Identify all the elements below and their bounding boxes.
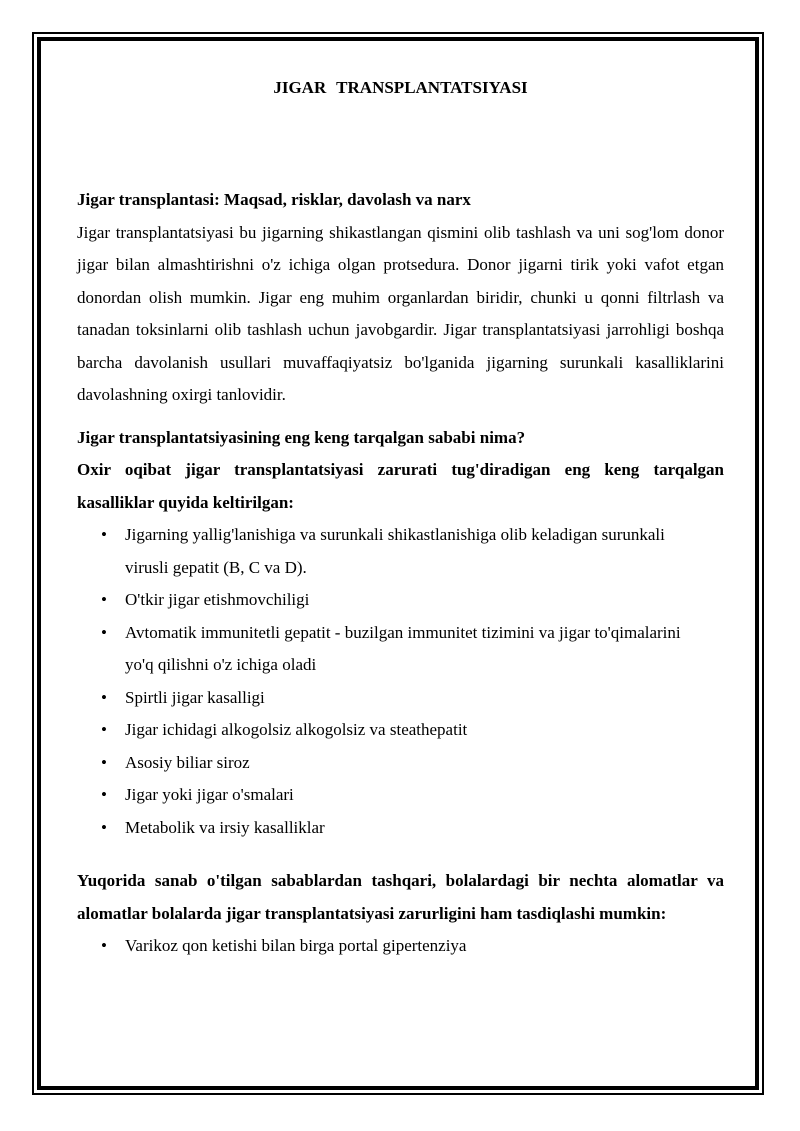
- section3-heading: Yuqorida sanab o'tilgan sabablardan tashqari, bolalardagi bir nechta alomatlar va alomatlar bolalarda jigar transplantatsiyasi zarurligini ham tasdiqlashi mumkin:: [77, 871, 724, 923]
- document-title: JIGAR TRANSPLANTATSIYASI: [273, 78, 528, 97]
- bullet-icon: •: [101, 590, 107, 609]
- list-item: [77, 747, 724, 780]
- bullet-icon: •: [101, 936, 107, 955]
- bullet-icon: •: [101, 817, 107, 837]
- list-item-text: O'tkir jigar etishmovchiligi: [125, 590, 310, 609]
- list-item: [77, 779, 724, 812]
- list-item-text: Spirtli jigar kasalligi: [125, 687, 265, 707]
- child-symptoms-list: [77, 930, 724, 963]
- list-item-text: Asosiy biliar siroz: [125, 752, 250, 772]
- bullet-icon: •: [101, 525, 107, 544]
- list-item: [77, 930, 724, 963]
- list-item-text: Metabolik va irsiy kasalliklar: [125, 817, 325, 837]
- list-item-text: Varikoz qon ketishi bilan birga portal gipertenziya: [125, 936, 467, 955]
- list-item: [77, 812, 724, 845]
- list-item: [77, 682, 724, 715]
- list-item-text: Jigarning yallig'lanishiga va surunkali shikastlanishiga olib keladigan surunkali virusli gepatit (B, C va D).: [125, 525, 665, 577]
- bullet-icon: •: [101, 785, 107, 804]
- list-item-text: Avtomatik immunitetli gepatit - buzilgan immunitet tizimini va jigar to'qimalarini yo'q qilishni o'z ichiga oladi: [125, 622, 681, 674]
- section1-paragraph: Jigar transplantatsiyasi bu jigarning shikastlangan qismini olib tashlash va uni sog'lom donor jigar bilan almashtirishni o'z ichiga olgan protsedura. Donor jigarni tirik yoki vafot etgan donordan olish mumkin. Jigar eng muhim organlardan biridir, chunki u qonni filtrlash va tanadan toksinlarni olib tashlash uchun javobgardir. Jigar transplantatsiyasi jarrohligi boshqa barcha davolanish usullari muvaffaqiyatsiz bo'lganida jigarning surunkali kasalliklarini davolashning oxirgi tanlovidir.: [77, 222, 724, 404]
- list-item-text: Jigar ichidagi alkogolsiz alkogolsiz va steathepatit: [125, 720, 468, 739]
- causes-list: [77, 519, 724, 844]
- list-item: [77, 714, 724, 747]
- list-item: [77, 584, 724, 617]
- bullet-icon: •: [101, 687, 107, 707]
- list-item-text: Jigar yoki jigar o'smalari: [125, 785, 294, 804]
- list-item: [77, 519, 724, 584]
- section2-heading: Jigar transplantatsiyasining eng keng tarqalgan sababi nima?: [77, 427, 526, 447]
- document-body: [77, 75, 724, 963]
- list-item: [77, 617, 724, 682]
- section1-heading: Jigar transplantasi: Maqsad, risklar, davolash va narx: [77, 190, 471, 209]
- bullet-icon: •: [101, 622, 107, 642]
- bullet-icon: •: [101, 720, 107, 739]
- bullet-icon: •: [101, 752, 107, 772]
- section2-intro: Oxir oqibat jigar transplantatsiyasi zarurati tug'diradigan eng keng tarqalgan kasalliklar quyida keltirilgan:: [77, 460, 724, 512]
